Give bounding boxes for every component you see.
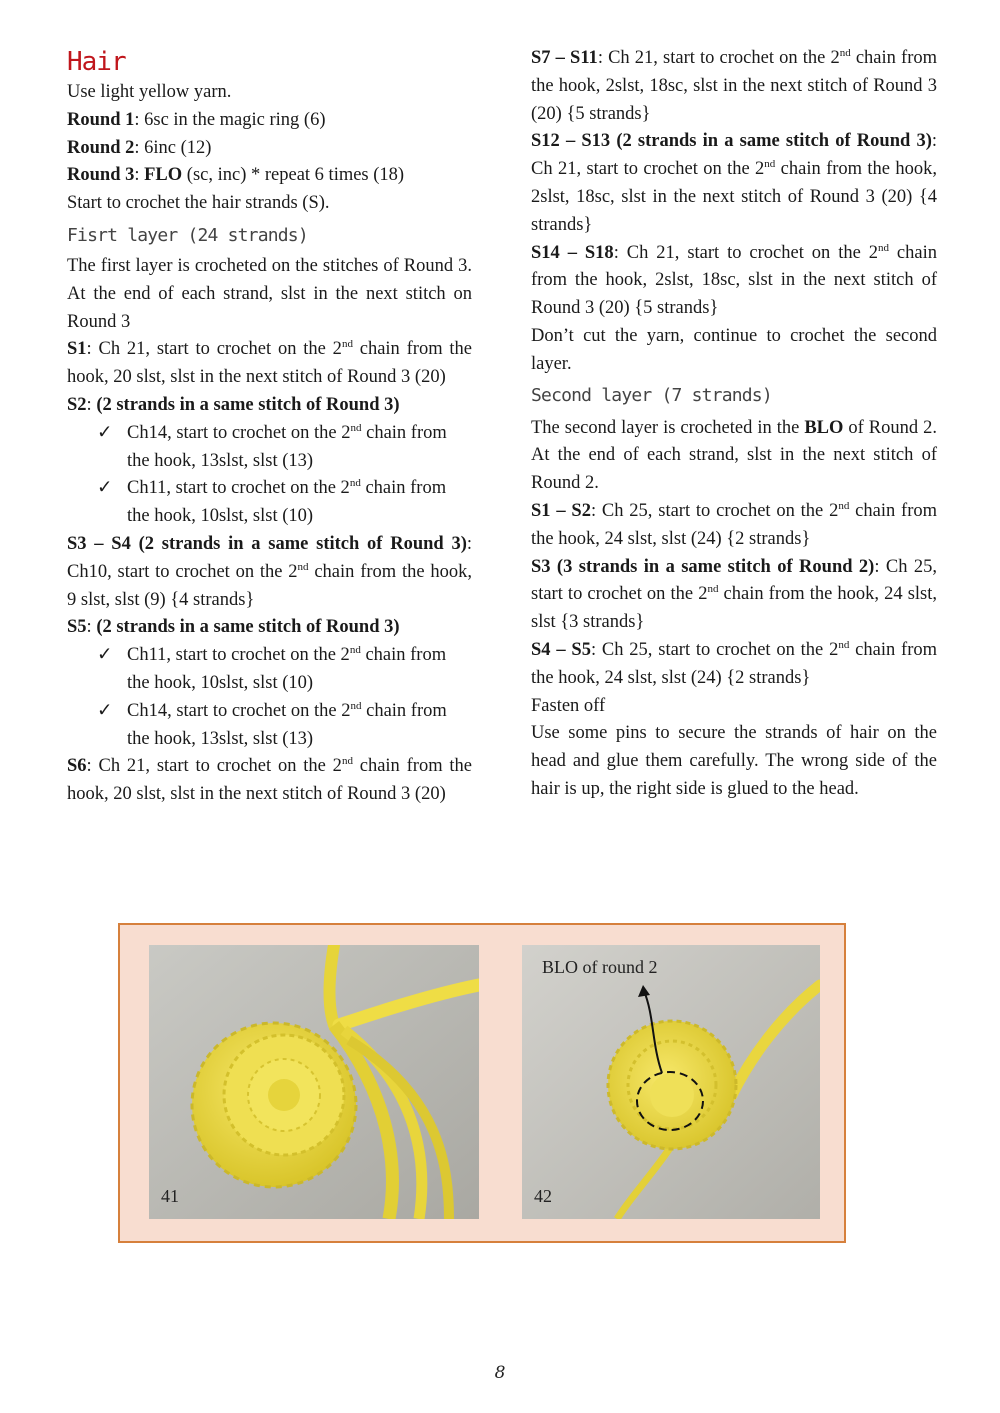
page-number: 8 [494, 1363, 506, 1383]
first-layer-heading: Fisrt layer (24 strands) [67, 224, 308, 246]
list-item: ✓ Ch14, start to crochet on the 2nd chain from the hook, 13slst, slst (13) [67, 698, 472, 754]
second-layer-description: The second layer is crocheted in the BLO of Round 2. At the end of each strand, slst in the next stitch of Round 2. [531, 417, 938, 494]
closing-text: Use some pins to secure the strands of hair on the head and glue them carefully. The wrong side of the hair is up, the right side is glued to the head. [531, 723, 937, 799]
photo-number: 41 [161, 1186, 179, 1206]
strand-s3-s4: S3 – S4 (2 strands in a same stitch of Round 3): Ch10, start to crochet on the 2nd chain from the hook, 9 slst, slst (9) {4 strands} [67, 533, 472, 610]
photo-41 [149, 945, 479, 1219]
dont-cut-text: Don’t cut the yarn, continue to crochet the second layer. [531, 325, 937, 374]
strand-2-s1-s2: S1 – S2: Ch 25, start to crochet on the 2nd chain from the hook, 24 slst, slst (24) {2 strands} [531, 499, 937, 549]
strand-s7-s11: S7 – S11: Ch 21, start to crochet on the 2nd chain from the hook, 2slst, 18sc, slst in the next stitch of Round 3 (20) {5 strands} [531, 46, 937, 124]
round-2: Round 2: 6inc (12) [67, 137, 212, 158]
left-column [67, 45, 472, 809]
strand-s5: S5: (2 strands in a same stitch of Round 3) [67, 617, 400, 638]
round-3: Round 3: FLO (sc, inc) * repeat 6 times (18) [67, 165, 405, 186]
crochet-photo-image [522, 945, 820, 1219]
intro-text: Use light yellow yarn. [67, 82, 232, 102]
photo-annotation: BLO of round 2 [542, 957, 658, 977]
list-item: ✓ Ch14, start to crochet on the 2nd chain from the hook, 13slst, slst (13) [67, 420, 472, 476]
strand-2-s3: S3 (3 strands in a same stitch of Round 2): Ch 25, start to crochet on the 2nd chain from the hook, 24 slst, slst {3 strands} [531, 556, 938, 633]
strand-s6: S6: Ch 21, start to crochet on the 2nd chain from the hook, 20 slst, slst in the next stitch of Round 3 (20) [67, 755, 472, 805]
strand-s14-s18: S14 – S18: Ch 21, start to crochet on the 2nd chain from the hook, 2slst, 18sc, slst in the next stitch of Round 3 (20) {5 strands} [531, 241, 937, 319]
fasten-off-text: Fasten off [531, 695, 606, 716]
strand-s12-s13: S12 – S13 (2 strands in a same stitch of Round 3): Ch 21, start to crochet on the 2nd chain from the hook, 2slst, 18sc, slst in the next stitch of Round 3 (20) {4 strands} [531, 131, 938, 235]
crochet-photo-image [149, 945, 479, 1219]
check-icon: ✓ [97, 645, 113, 666]
check-icon: ✓ [97, 422, 113, 443]
section-title: Hair [67, 47, 126, 77]
check-icon: ✓ [97, 478, 113, 499]
list-item: ✓ Ch11, start to crochet on the 2nd chain from the hook, 10slst, slst (10) [67, 642, 472, 698]
right-column [531, 45, 937, 804]
strand-s2: S2: (2 strands in a same stitch of Round 3) [67, 394, 400, 415]
round-1: Round 1: 6sc in the magic ring (6) [67, 109, 326, 130]
second-layer-heading: Second layer (7 strands) [531, 384, 772, 406]
photo-frame [118, 923, 846, 1243]
first-layer-description: The first layer is crocheted on the stitches of Round 3. At the end of each strand, slst in the next stitch on Round 3 [67, 255, 472, 332]
check-icon: ✓ [97, 700, 113, 721]
photo-number: 42 [534, 1186, 552, 1206]
strand-2-s4-s5: S4 – S5: Ch 25, start to crochet on the 2nd chain from the hook, 24 slst, slst (24) {2 strands} [531, 638, 937, 688]
list-item: ✓ Ch11, start to crochet on the 2nd chain from the hook, 10slst, slst (10) [67, 475, 472, 531]
photo-42 [522, 945, 820, 1219]
strand-s1: S1: Ch 21, start to crochet on the 2nd chain from the hook, 20 slst, slst in the next stitch of Round 3 (20) [67, 338, 472, 388]
start-strands-text: Start to crochet the hair strands (S). [67, 193, 330, 214]
